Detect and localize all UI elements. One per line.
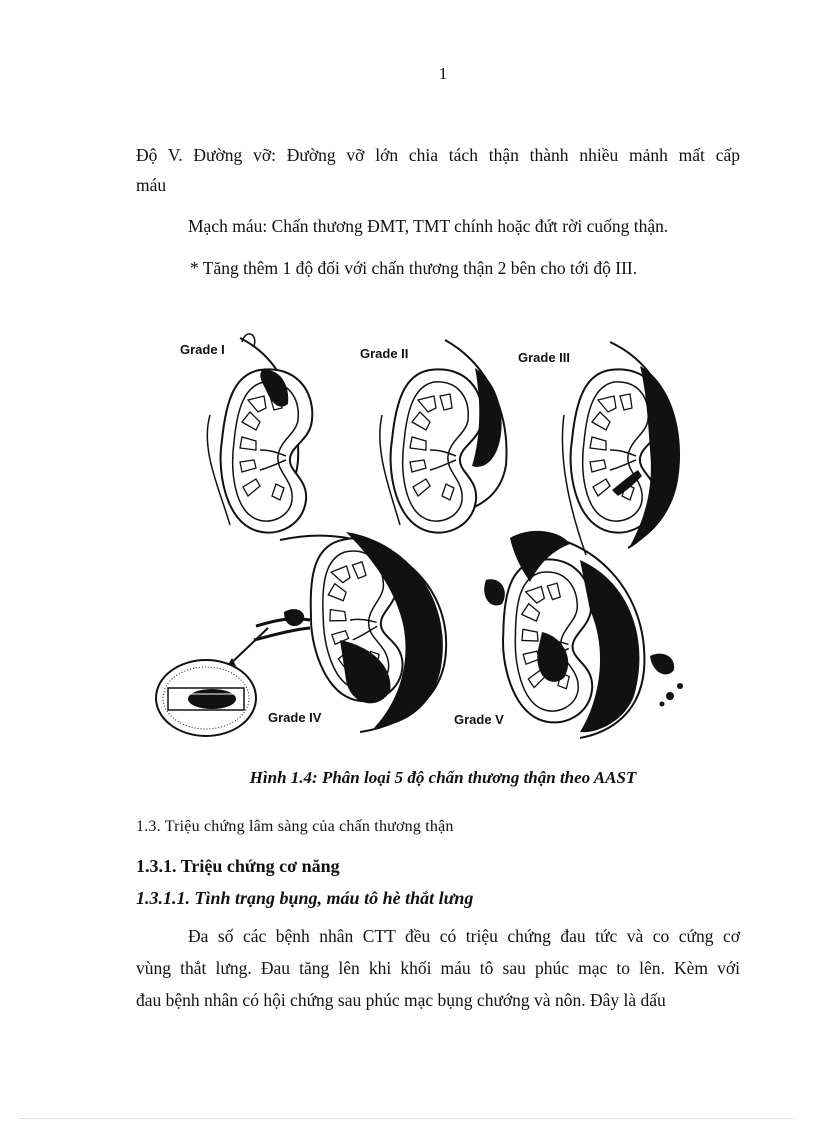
grade-label-1: Grade I [180, 342, 225, 357]
grade-label-4: Grade IV [268, 710, 322, 725]
page-bottom-rule [20, 1118, 796, 1119]
grade5-definition-line1: Độ V. Đường vỡ: Đường vỡ lớn chia tách thận thành nhiều mảnh mất cấp [136, 145, 740, 165]
body-line-1: Đa số các bệnh nhân CTT đều có triệu chứng đau tức và co cứng cơ [188, 926, 740, 946]
body-paragraph [136, 920, 740, 1016]
kidney-grades-figure [150, 320, 710, 760]
grade-2-illustration [360, 340, 506, 533]
grade-4-illustration [156, 532, 446, 736]
grade-label-2: Grade II [360, 346, 409, 361]
subsubsection-heading: 1.3.1.1. Tình trạng bụng, máu tô hè thắt lưng [136, 888, 474, 908]
body-line-2: vùng thắt lưng. Đau tăng lên khi khối máu tô sau phúc mạc to lên. Kèm với [136, 958, 740, 978]
section-heading: 1.3. Triệu chứng lâm sàng của chấn thương thận [136, 818, 454, 835]
note-line: * Tăng thêm 1 độ đối với chấn thương thận 2 bên cho tới độ III. [190, 258, 638, 278]
grade-label-5: Grade V [454, 712, 504, 727]
subsection-heading: 1.3.1. Triệu chứng cơ năng [136, 856, 340, 876]
page-number: 1 [438, 64, 448, 83]
grade-3-illustration [518, 342, 680, 555]
figure-caption: Hình 1.4: Phân loại 5 độ chấn thương thận theo AAST [249, 768, 637, 787]
grade-label-3: Grade III [518, 350, 571, 365]
grade-5-illustration [454, 531, 683, 738]
grade-1-illustration [180, 334, 312, 533]
grade5-definition-line2: máu [136, 175, 167, 195]
body-line-3: đau bệnh nhân có hội chứng sau phúc mạc bụng chướng và nôn. Đây là dấu [136, 990, 666, 1010]
vascular-line: Mạch máu: Chấn thương ĐMT, TMT chính hoặc đứt rời cuống thận. [188, 216, 669, 236]
